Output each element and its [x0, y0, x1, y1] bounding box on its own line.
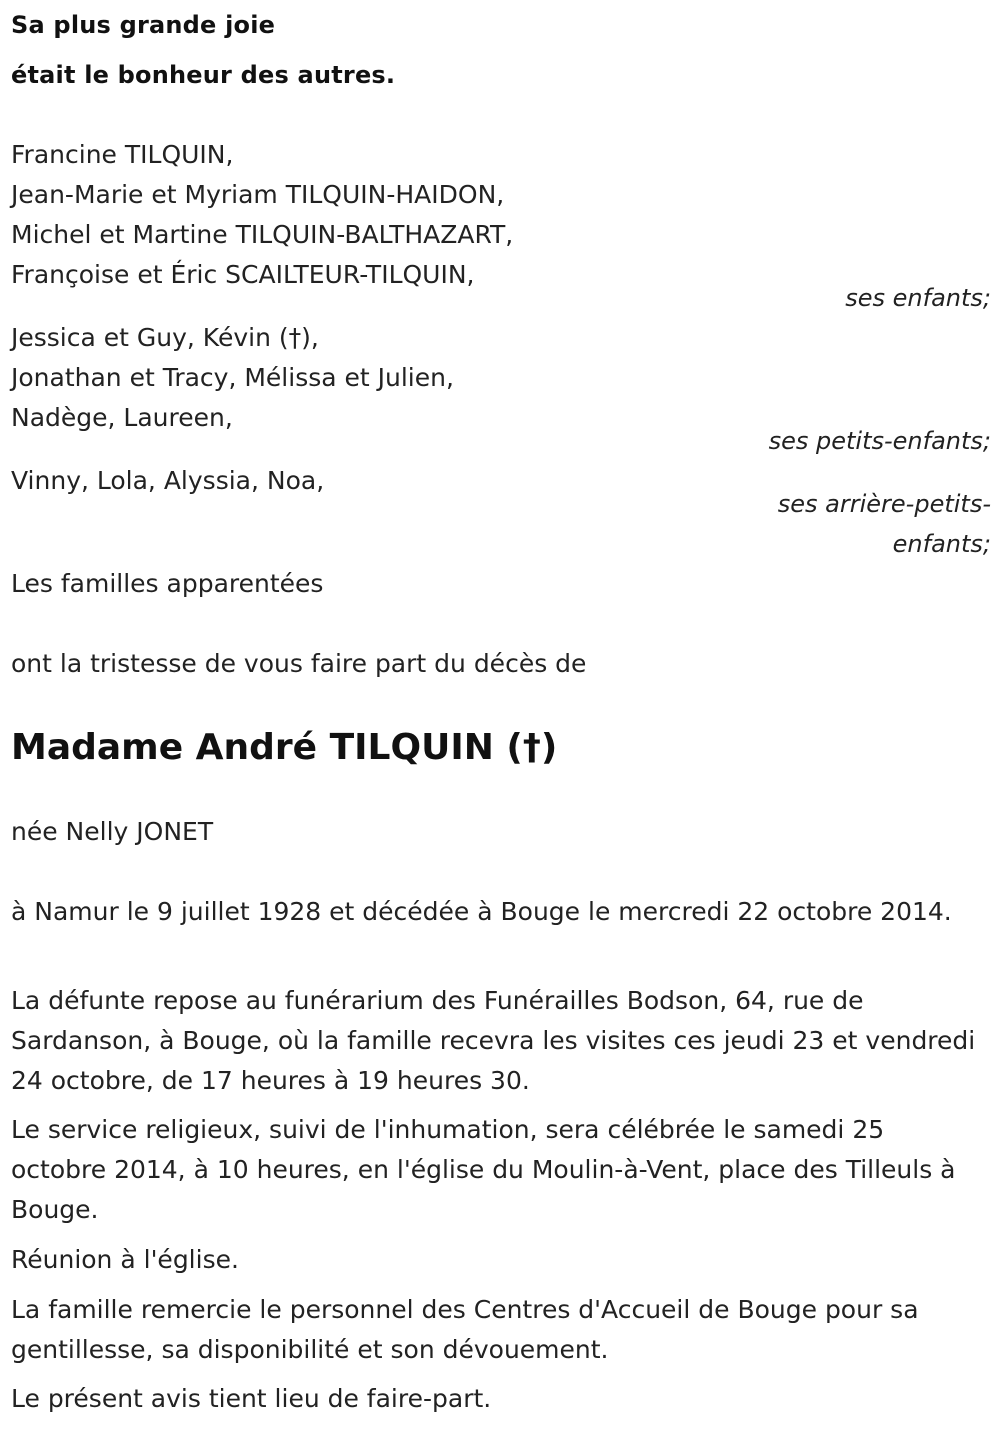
child-name: Michel et Martine TILQUIN-BALTHAZART,	[11, 220, 514, 249]
great-grandchild-name: Vinny, Lola, Alyssia, Noa,	[11, 466, 325, 495]
maiden-name: née Nelly JONET	[11, 817, 214, 846]
grandchild-name: Jessica et Guy, Kévin (†),	[11, 323, 319, 352]
notice-paragraph: Le présent avis tient lieu de faire-part.	[11, 1384, 492, 1413]
relation-great-grandchildren-2: enfants;	[892, 530, 991, 558]
grandchild-name: Jonathan et Tracy, Mélissa et Julien,	[11, 363, 454, 392]
reunion-paragraph: Réunion à l'église.	[11, 1245, 239, 1274]
relation-children: ses enfants;	[845, 284, 991, 312]
child-name: Jean-Marie et Myriam TILQUIN-HAIDON,	[11, 180, 505, 209]
birth-death-paragraph: à Namur le 9 juillet 1928 et décédée à Bouge le mercredi 22 octobre 2014.	[11, 897, 952, 926]
child-name: Francine TILQUIN,	[11, 140, 234, 169]
quote-line-1: Sa plus grande joie	[11, 11, 276, 39]
funerarium-paragraph: La défunte repose au funérarium des Funérailles Bodson, 64, rue de Sardanson, à Bouge, où la famille recevra les visites ces jeudi 23 et vendredi 24 octobre, de 17 heures à 19 heures 30.	[11, 986, 976, 1095]
deceased-name: Madame André TILQUIN (†)	[11, 727, 558, 768]
relation-great-grandchildren-1: ses arrière-petits-	[777, 490, 991, 518]
service-paragraph: Le service religieux, suivi de l'inhumation, sera célébrée le samedi 25 octobre 2014, à 10 heures, en l'église du Moulin-à-Vent, place des Tilleuls à Bouge.	[11, 1115, 956, 1224]
relation-grandchildren: ses petits-enfants;	[768, 427, 991, 455]
announcement-text: ont la tristesse de vous faire part du décès de	[11, 649, 587, 678]
grandchild-name: Nadège, Laureen,	[11, 403, 233, 432]
child-name: Françoise et Éric SCAILTEUR-TILQUIN,	[11, 260, 475, 289]
quote-line-2: était le bonheur des autres.	[11, 61, 396, 89]
thanks-paragraph: La famille remercie le personnel des Centres d'Accueil de Bouge pour sa gentillesse, sa disponibilité et son dévouement.	[11, 1295, 919, 1364]
related-families: Les familles apparentées	[11, 569, 324, 598]
